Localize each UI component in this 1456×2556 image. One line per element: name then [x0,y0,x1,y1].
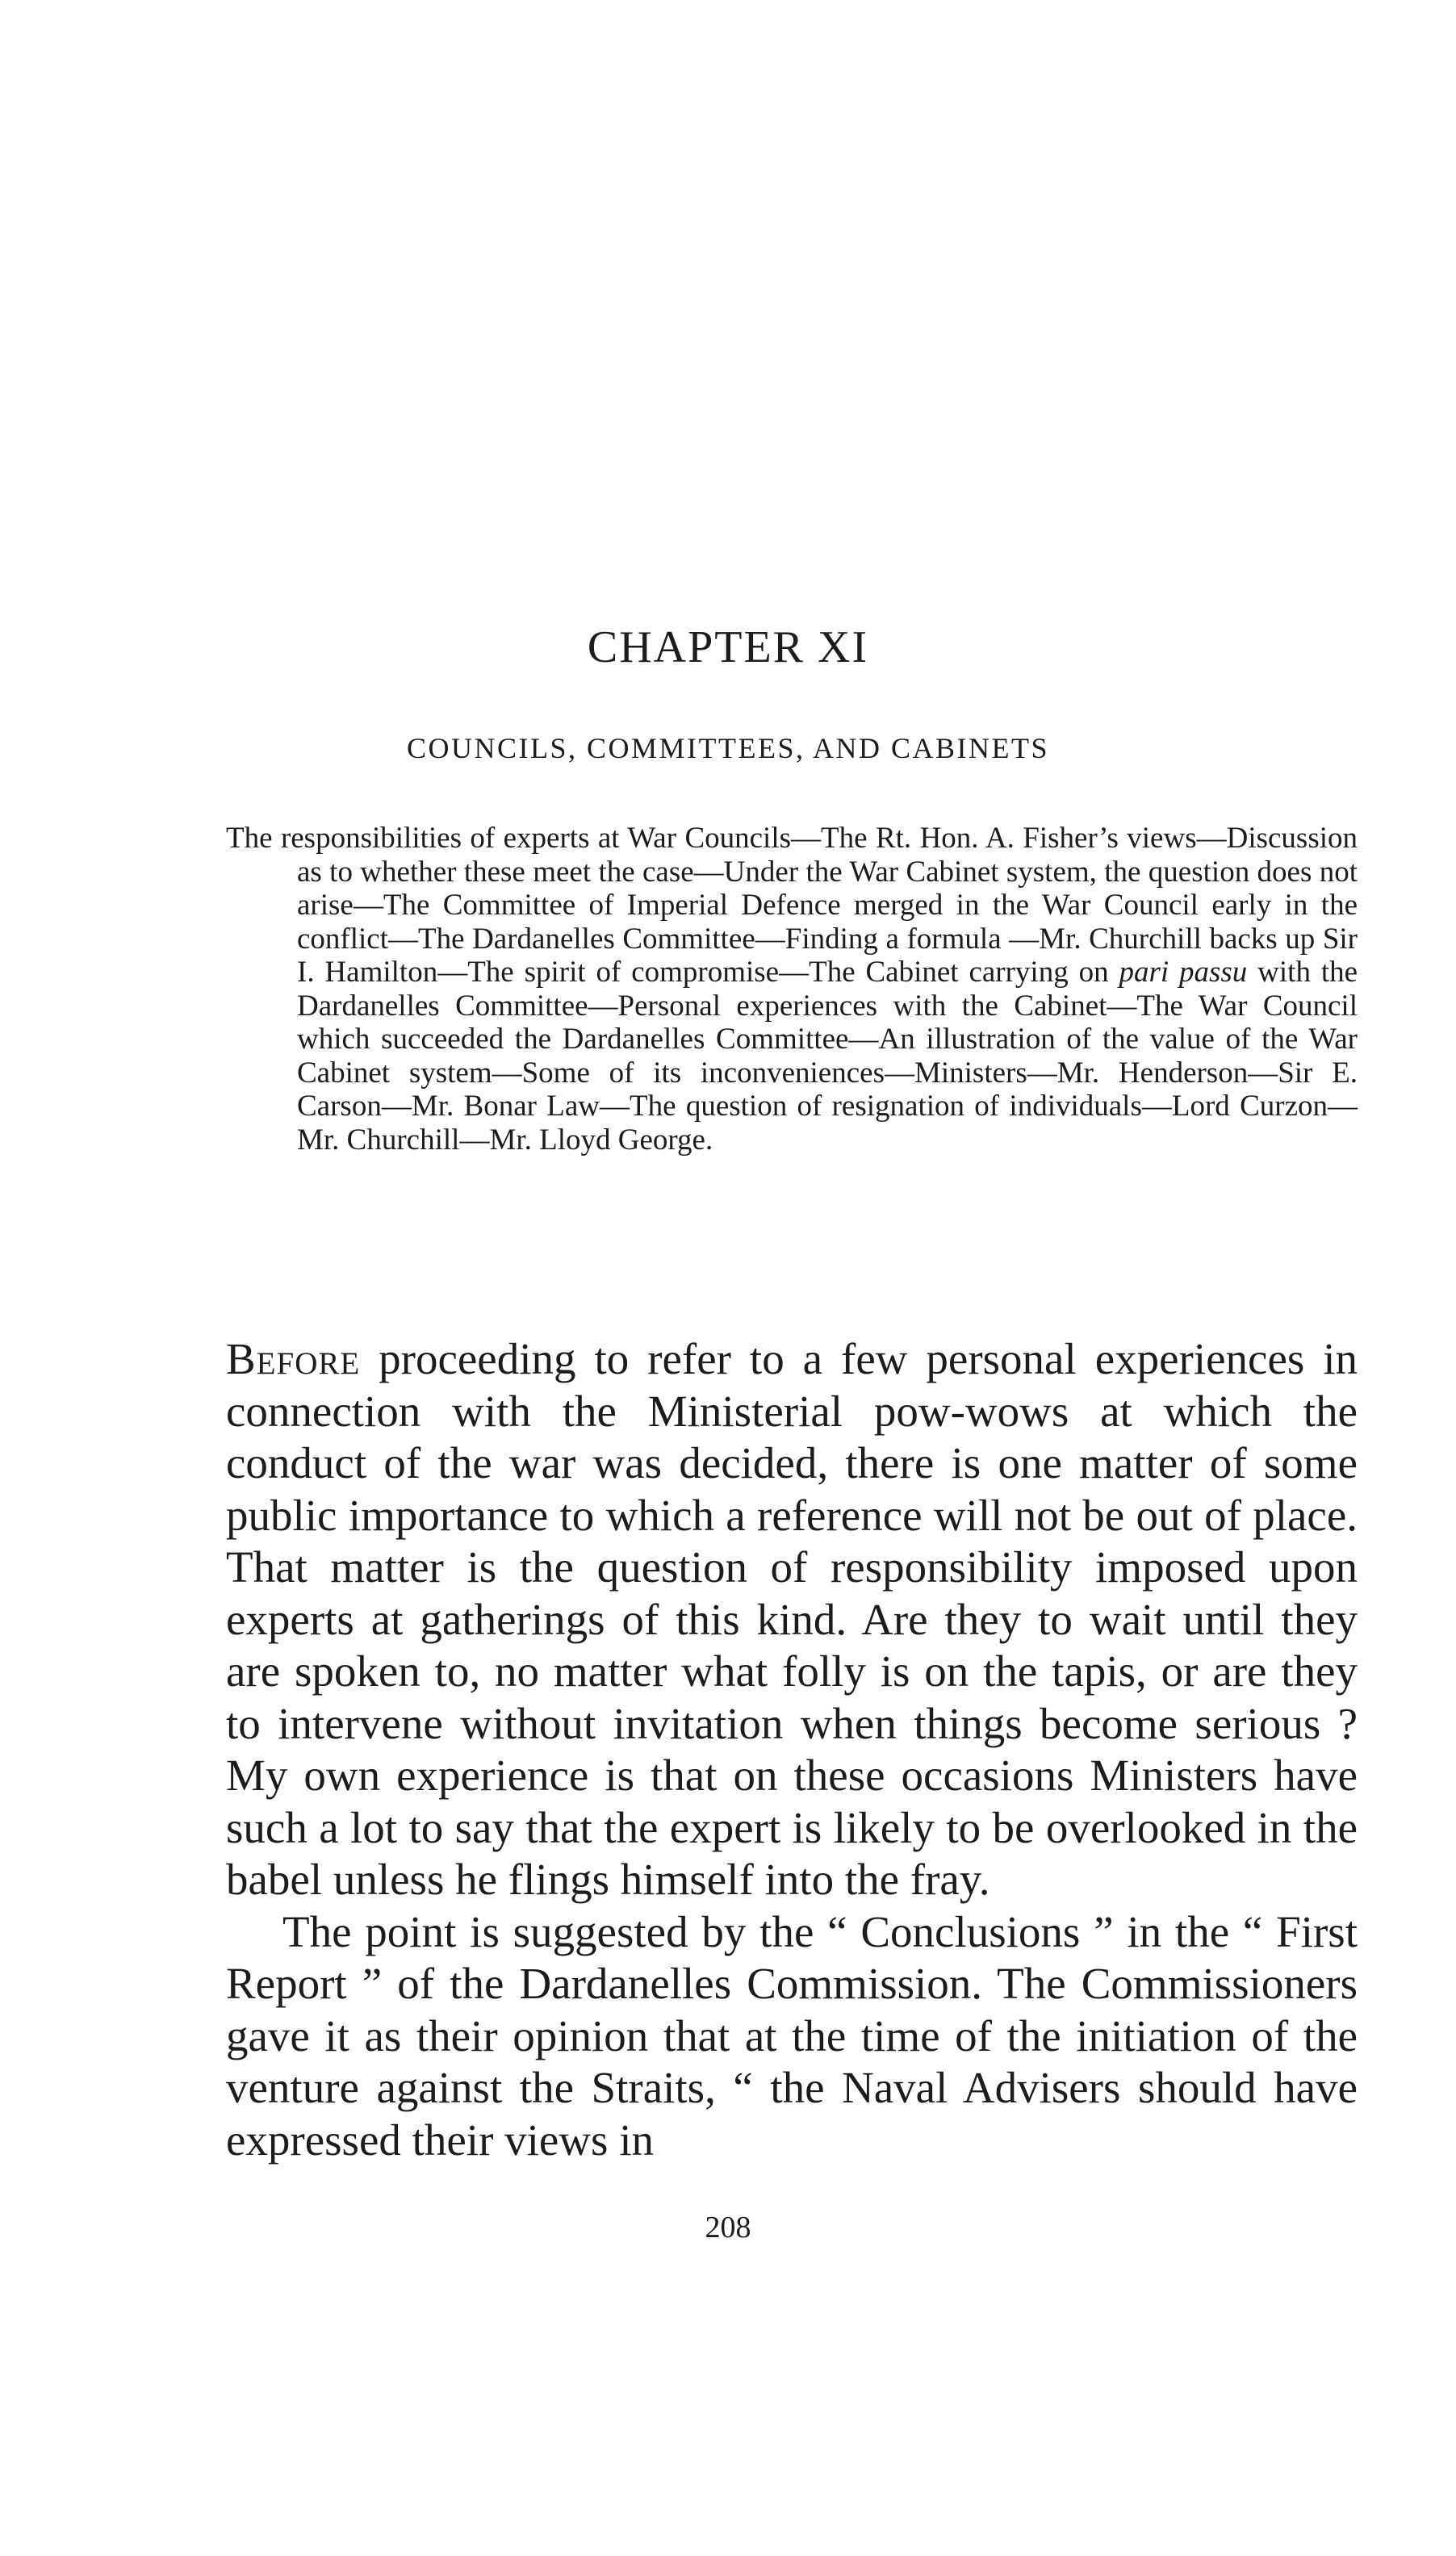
paragraph-1-lead-word: Before [226,1334,361,1383]
paragraph-1-text: proceeding to refer to a few personal experiences in connection with the Ministerial pow-wows at which the conduct of the war was decided, there is one matter of some public importance to which a reference will not be out of place. That matter is the question of responsibility imposed upon experts at gatherings of this kind. Are they to wait until they are spoken to, no matter what folly is on the tapis, or are they to intervene without invitation when things become serious ? My own experience is that on these occasions Ministers have such a lot to say that the expert is likely to be overlooked in the babel unless he flings himself into the fray. [226,1334,1358,1904]
body-text [226,1333,1358,2166]
summary-italic-phrase: pari passu [1119,956,1248,989]
summary-text-before: The responsibilities of experts at War Councils—The Rt. Hon. A. Fisher’s views—Discussion as to whether these meet the case—Under the War Cabinet system, the question does not arise—The Committee of Imperial Defence merged in the War Council early in the conflict—The Dardanelles Committee—Finding a formula —Mr. Churchill backs up Sir I. Hamilton—The spirit of compromise—The Cabinet carrying on [226,822,1358,989]
chapter-title: CHAPTER XI [587,622,869,672]
paragraph-1 [226,1333,1358,1906]
chapter-subtitle: COUNCILS, COMMITTEES, AND CABINETS [406,732,1050,764]
page-number: 208 [705,2211,751,2244]
chapter-summary [226,822,1358,1157]
summary-text-after: with the Dardanelles Committee—Personal experiences with the Cabinet—The War Council which succeeded the Dardanelles Committee—An illustration of the value of the War Cabinet system—Some of its inconveniences—Ministers—Mr. Henderson—Sir E. Carson—Mr. Bonar Law—The question of resignation of individuals—Lord Curzon—Mr. Churchill—Mr. Lloyd George. [297,956,1358,1157]
paragraph-2: The point is suggested by the “ Conclusions ” in the “ First Report ” of the Dardanelles Commission. The Commissioners gave it as their opinion that at the time of the initiation of the venture against the Straits, “ the Naval Advisers should have expressed their views in [226,1906,1358,2165]
